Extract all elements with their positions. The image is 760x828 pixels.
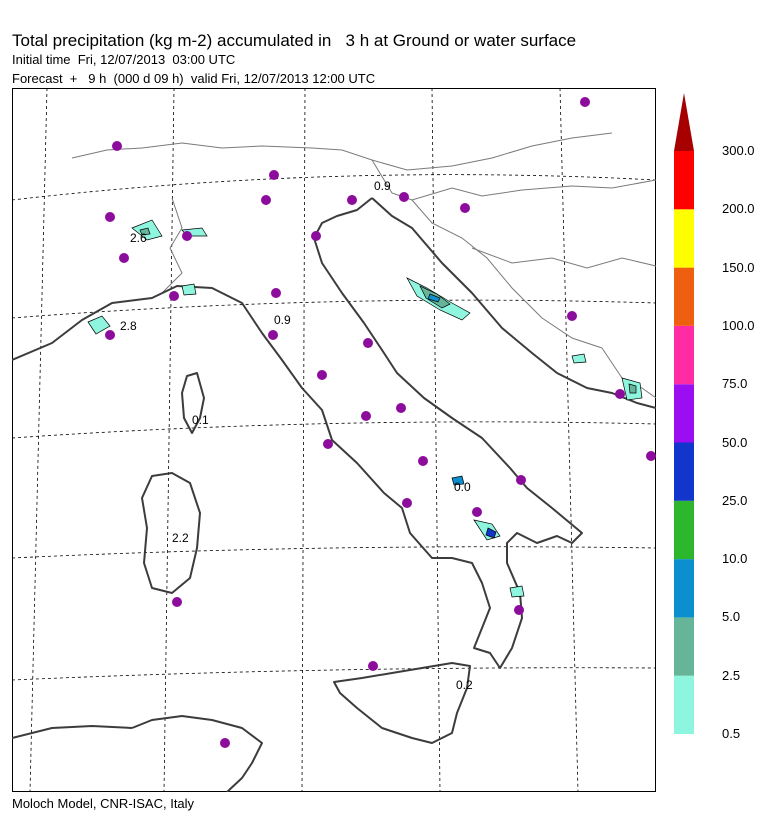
map-title: Total precipitation (kg m-2) accumulated in 3 h at Ground or water surface xyxy=(12,31,577,50)
city-marker xyxy=(182,231,192,241)
legend-color-box xyxy=(674,443,694,501)
map-value-label: 0.9 xyxy=(374,179,391,193)
city-marker xyxy=(347,195,357,205)
legend-color-box xyxy=(674,151,694,209)
city-marker xyxy=(363,338,373,348)
city-marker xyxy=(105,330,115,340)
legend-label: 200.0 xyxy=(722,201,755,217)
legend-color-box xyxy=(674,326,694,384)
city-marker xyxy=(514,605,524,615)
map-value-label: 2.6 xyxy=(130,231,147,245)
map-value-label: 0.9 xyxy=(274,313,291,327)
precipitation-map xyxy=(12,88,656,792)
forecast-valid-text: Forecast + 9 h (000 d 09 h) valid Fri, 12/07/2013 12:00 UTC xyxy=(12,71,376,86)
city-marker xyxy=(567,311,577,321)
legend-label: 5.0 xyxy=(722,609,741,625)
city-marker xyxy=(418,456,428,466)
city-marker xyxy=(472,507,482,517)
legend-label: 75.0 xyxy=(722,376,748,392)
legend-label: 25.0 xyxy=(722,492,748,508)
map-value-label: 0.1 xyxy=(192,413,209,427)
city-marker xyxy=(646,451,656,461)
legend-label: 100.0 xyxy=(722,317,755,333)
legend-color-box xyxy=(674,209,694,267)
legend-color-box xyxy=(674,559,694,617)
initial-time-text: Initial time Fri, 12/07/2013 03:00 UTC xyxy=(12,52,236,67)
city-marker xyxy=(399,192,409,202)
legend-color-box xyxy=(674,384,694,442)
city-marker xyxy=(317,370,327,380)
city-marker xyxy=(269,170,279,180)
model-credit: Moloch Model, CNR-ISAC, Italy xyxy=(12,796,195,811)
city-marker xyxy=(261,195,271,205)
city-marker xyxy=(323,439,333,449)
legend-color-box xyxy=(674,617,694,675)
city-marker xyxy=(516,475,526,485)
map-value-label: 0.0 xyxy=(454,480,471,494)
legend-label: 300.0 xyxy=(722,143,755,158)
city-marker xyxy=(402,498,412,508)
city-marker xyxy=(172,597,182,607)
city-marker xyxy=(396,403,406,413)
city-marker xyxy=(112,141,122,151)
legend-label: 10.0 xyxy=(722,551,748,567)
city-marker xyxy=(271,288,281,298)
legend-label: 2.5 xyxy=(722,667,741,683)
city-marker xyxy=(580,97,590,107)
legend-label: 0.5 xyxy=(722,726,741,741)
map-value-label: 2.8 xyxy=(120,319,137,333)
legend-color-box xyxy=(674,93,694,151)
city-marker xyxy=(361,411,371,421)
color-scale-legend xyxy=(670,88,760,748)
legend-label: 150.0 xyxy=(722,259,755,275)
city-marker xyxy=(368,661,378,671)
city-marker xyxy=(105,212,115,222)
city-marker xyxy=(220,738,230,748)
city-marker xyxy=(311,231,321,241)
city-marker xyxy=(615,389,625,399)
city-marker xyxy=(268,330,278,340)
city-marker xyxy=(119,253,129,263)
map-value-label: 2.2 xyxy=(172,531,189,545)
city-marker xyxy=(169,291,179,301)
legend-color-box xyxy=(674,676,694,734)
map-value-label: 0.2 xyxy=(456,678,473,692)
legend-color-box xyxy=(674,268,694,326)
legend-color-box xyxy=(674,501,694,559)
legend-label: 50.0 xyxy=(722,434,748,450)
city-marker xyxy=(460,203,470,213)
